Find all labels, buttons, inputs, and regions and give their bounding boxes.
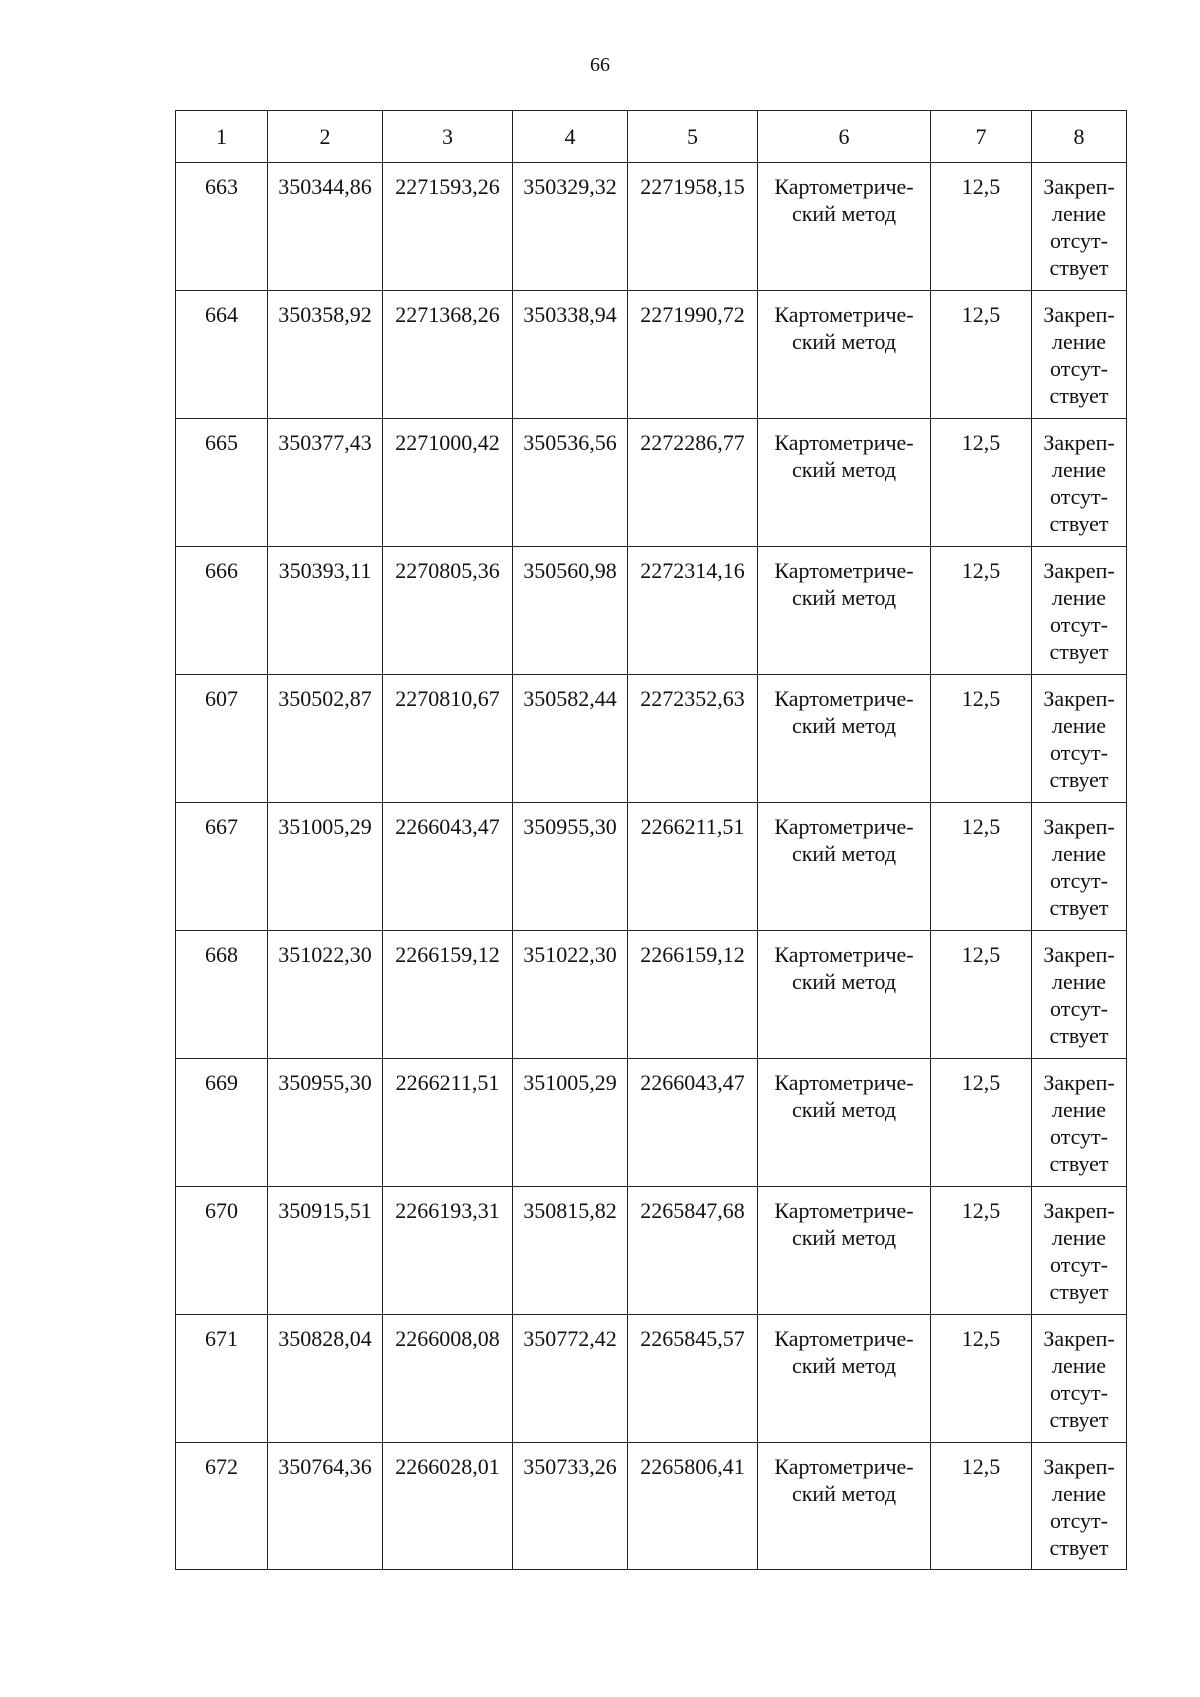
coordinate-cell: 351022,30 <box>513 931 628 1059</box>
marking-cell <box>1032 547 1127 675</box>
method-text-line: ский метод <box>791 1481 897 1506</box>
accuracy-cell: 12,5 <box>931 547 1032 675</box>
table-row <box>176 163 1127 291</box>
point-number-cell: 671 <box>176 1315 268 1443</box>
marking-text-line: ствует <box>1049 1023 1109 1048</box>
coordinate-cell: 350815,82 <box>513 1187 628 1315</box>
accuracy-cell: 12,5 <box>931 675 1032 803</box>
method-text-line: ский метод <box>791 329 897 354</box>
coordinate-cell: 2266211,51 <box>628 803 758 931</box>
coordinate-cell: 350582,44 <box>513 675 628 803</box>
method-text-line: ский метод <box>791 1353 897 1378</box>
point-number-cell: 670 <box>176 1187 268 1315</box>
coordinate-cell: 2266043,47 <box>628 1059 758 1187</box>
marking-text-line: ствует <box>1049 895 1109 920</box>
table-row <box>176 547 1127 675</box>
method-cell <box>758 675 931 803</box>
coordinate-cell: 350764,36 <box>268 1443 383 1570</box>
column-header: 8 <box>1032 111 1127 163</box>
column-header: 4 <box>513 111 628 163</box>
marking-text-line: Закреп- <box>1043 558 1115 583</box>
point-number-cell: 666 <box>176 547 268 675</box>
coordinate-cell: 351022,30 <box>268 931 383 1059</box>
marking-cell <box>1032 419 1127 547</box>
coordinate-cell: 2266159,12 <box>628 931 758 1059</box>
marking-text-line: Закреп- <box>1043 686 1115 711</box>
marking-text-line: отсут- <box>1049 868 1108 893</box>
coordinate-cell: 350344,86 <box>268 163 383 291</box>
point-number-cell: 663 <box>176 163 268 291</box>
method-text-line: Картометриче- <box>774 814 914 839</box>
coordinate-cell: 350560,98 <box>513 547 628 675</box>
marking-text-line: ление <box>1051 201 1107 226</box>
coordinate-cell: 350955,30 <box>513 803 628 931</box>
method-text-line: ский метод <box>791 969 897 994</box>
table-body <box>176 163 1127 1570</box>
point-number-cell: 667 <box>176 803 268 931</box>
marking-text-line: ствует <box>1049 1535 1109 1560</box>
marking-text-line: отсут- <box>1049 1124 1108 1149</box>
marking-text-line: ствует <box>1049 1151 1109 1176</box>
method-cell <box>758 1059 931 1187</box>
method-cell <box>758 547 931 675</box>
method-text-line: Картометриче- <box>774 174 914 199</box>
table-row <box>176 1187 1127 1315</box>
table-row <box>176 1315 1127 1443</box>
coordinate-cell: 2271990,72 <box>628 291 758 419</box>
method-text-line: Картометриче- <box>774 686 914 711</box>
method-text-line: Картометриче- <box>774 1198 914 1223</box>
marking-text-line: Закреп- <box>1043 1070 1115 1095</box>
method-text-line: Картометриче- <box>774 1454 914 1479</box>
accuracy-cell: 12,5 <box>931 419 1032 547</box>
column-header: 3 <box>383 111 513 163</box>
accuracy-cell: 12,5 <box>931 1315 1032 1443</box>
marking-text-line: отсут- <box>1049 612 1108 637</box>
coordinate-cell: 2266043,47 <box>383 803 513 931</box>
coordinate-cell: 2265806,41 <box>628 1443 758 1570</box>
accuracy-cell: 12,5 <box>931 1059 1032 1187</box>
marking-text-line: Закреп- <box>1043 174 1115 199</box>
marking-text-line: отсут- <box>1049 1380 1108 1405</box>
table-row <box>176 675 1127 803</box>
marking-cell <box>1032 803 1127 931</box>
header-row <box>176 111 1127 163</box>
coordinate-cell: 350329,32 <box>513 163 628 291</box>
marking-cell <box>1032 931 1127 1059</box>
method-cell <box>758 803 931 931</box>
accuracy-cell: 12,5 <box>931 163 1032 291</box>
coordinate-cell: 350772,42 <box>513 1315 628 1443</box>
point-number-cell: 607 <box>176 675 268 803</box>
marking-text-line: ствует <box>1049 383 1109 408</box>
method-text-line: Картометриче- <box>774 558 914 583</box>
coordinate-cell: 2270810,67 <box>383 675 513 803</box>
method-text-line: Картометриче- <box>774 302 914 327</box>
marking-text-line: ление <box>1051 1225 1107 1250</box>
marking-text-line: отсут- <box>1049 996 1108 1021</box>
coordinate-cell: 2266159,12 <box>383 931 513 1059</box>
marking-text-line: ление <box>1051 841 1107 866</box>
marking-text-line: ствует <box>1049 639 1109 664</box>
marking-text-line: Закреп- <box>1043 942 1115 967</box>
method-text-line: ский метод <box>791 457 897 482</box>
method-text-line: Картометриче- <box>774 942 914 967</box>
method-text-line: ский метод <box>791 1225 897 1250</box>
method-text-line: ский метод <box>791 713 897 738</box>
column-header: 7 <box>931 111 1032 163</box>
method-cell <box>758 1315 931 1443</box>
table-row <box>176 931 1127 1059</box>
column-header: 2 <box>268 111 383 163</box>
page-number: 66 <box>590 54 610 76</box>
table-row <box>176 419 1127 547</box>
marking-cell <box>1032 675 1127 803</box>
marking-cell <box>1032 1187 1127 1315</box>
marking-text-line: ление <box>1051 585 1107 610</box>
coordinate-cell: 350828,04 <box>268 1315 383 1443</box>
coordinate-cell: 350358,92 <box>268 291 383 419</box>
marking-cell <box>1032 1315 1127 1443</box>
coordinate-cell: 350955,30 <box>268 1059 383 1187</box>
coordinate-cell: 2270805,36 <box>383 547 513 675</box>
method-cell <box>758 1187 931 1315</box>
method-text-line: Картометриче- <box>774 1070 914 1095</box>
point-number-cell: 672 <box>176 1443 268 1570</box>
accuracy-cell: 12,5 <box>931 931 1032 1059</box>
coordinate-cell: 2272286,77 <box>628 419 758 547</box>
method-text-line: ский метод <box>791 1097 897 1122</box>
marking-cell <box>1032 163 1127 291</box>
method-text-line: ский метод <box>791 201 897 226</box>
method-cell <box>758 163 931 291</box>
marking-text-line: Закреп- <box>1043 1326 1115 1351</box>
point-number-cell: 669 <box>176 1059 268 1187</box>
marking-text-line: ствует <box>1049 767 1109 792</box>
method-cell <box>758 1443 931 1570</box>
point-number-cell: 668 <box>176 931 268 1059</box>
marking-text-line: ствует <box>1049 1407 1109 1432</box>
coordinate-cell: 2271958,15 <box>628 163 758 291</box>
column-header: 1 <box>176 111 268 163</box>
table-row <box>176 1443 1127 1570</box>
table-row <box>176 1059 1127 1187</box>
marking-text-line: отсут- <box>1049 1252 1108 1277</box>
method-text-line: ский метод <box>791 585 897 610</box>
marking-text-line: Закреп- <box>1043 302 1115 327</box>
marking-text-line: ление <box>1051 457 1107 482</box>
accuracy-cell: 12,5 <box>931 803 1032 931</box>
coordinate-cell: 351005,29 <box>513 1059 628 1187</box>
marking-text-line: ление <box>1051 969 1107 994</box>
marking-cell <box>1032 291 1127 419</box>
marking-text-line: отсут- <box>1049 228 1108 253</box>
marking-text-line: ление <box>1051 1353 1107 1378</box>
marking-text-line: Закреп- <box>1043 814 1115 839</box>
coordinate-cell: 350338,94 <box>513 291 628 419</box>
marking-text-line: ствует <box>1049 255 1109 280</box>
coordinate-cell: 351005,29 <box>268 803 383 931</box>
coordinate-cell: 350502,87 <box>268 675 383 803</box>
marking-cell <box>1032 1443 1127 1570</box>
coordinate-cell: 2266008,08 <box>383 1315 513 1443</box>
coordinate-cell: 2271000,42 <box>383 419 513 547</box>
point-number-cell: 664 <box>176 291 268 419</box>
coordinate-cell: 350536,56 <box>513 419 628 547</box>
marking-text-line: Закреп- <box>1043 1198 1115 1223</box>
coordinate-cell: 2272352,63 <box>628 675 758 803</box>
marking-text-line: ление <box>1051 329 1107 354</box>
method-cell <box>758 419 931 547</box>
method-text-line: Картометриче- <box>774 430 914 455</box>
column-header: 6 <box>758 111 931 163</box>
coordinate-cell: 2266193,31 <box>383 1187 513 1315</box>
coordinate-cell: 2271593,26 <box>383 163 513 291</box>
marking-text-line: отсут- <box>1049 356 1108 381</box>
accuracy-cell: 12,5 <box>931 1443 1032 1570</box>
accuracy-cell: 12,5 <box>931 1187 1032 1315</box>
coordinate-cell: 350733,26 <box>513 1443 628 1570</box>
coordinate-cell: 350393,11 <box>268 547 383 675</box>
marking-text-line: ствует <box>1049 511 1109 536</box>
marking-text-line: ление <box>1051 1097 1107 1122</box>
method-text-line: ский метод <box>791 841 897 866</box>
marking-text-line: отсут- <box>1049 740 1108 765</box>
marking-cell <box>1032 1059 1127 1187</box>
method-cell <box>758 291 931 419</box>
column-header: 5 <box>628 111 758 163</box>
coordinate-cell: 350377,43 <box>268 419 383 547</box>
coordinate-cell: 2272314,16 <box>628 547 758 675</box>
coordinates-table <box>175 110 1127 1570</box>
point-number-cell: 665 <box>176 419 268 547</box>
marking-text-line: ление <box>1051 713 1107 738</box>
marking-text-line: отсут- <box>1049 484 1108 509</box>
method-cell <box>758 931 931 1059</box>
coordinate-cell: 350915,51 <box>268 1187 383 1315</box>
method-text-line: Картометриче- <box>774 1326 914 1351</box>
coordinate-cell: 2265847,68 <box>628 1187 758 1315</box>
marking-text-line: ление <box>1051 1481 1107 1506</box>
table-row <box>176 291 1127 419</box>
table-row <box>176 803 1127 931</box>
coordinate-cell: 2271368,26 <box>383 291 513 419</box>
marking-text-line: отсут- <box>1049 1508 1108 1533</box>
coordinate-cell: 2266028,01 <box>383 1443 513 1570</box>
marking-text-line: Закреп- <box>1043 430 1115 455</box>
coordinate-cell: 2265845,57 <box>628 1315 758 1443</box>
coordinate-cell: 2266211,51 <box>383 1059 513 1187</box>
marking-text-line: ствует <box>1049 1279 1109 1304</box>
accuracy-cell: 12,5 <box>931 291 1032 419</box>
marking-text-line: Закреп- <box>1043 1454 1115 1479</box>
